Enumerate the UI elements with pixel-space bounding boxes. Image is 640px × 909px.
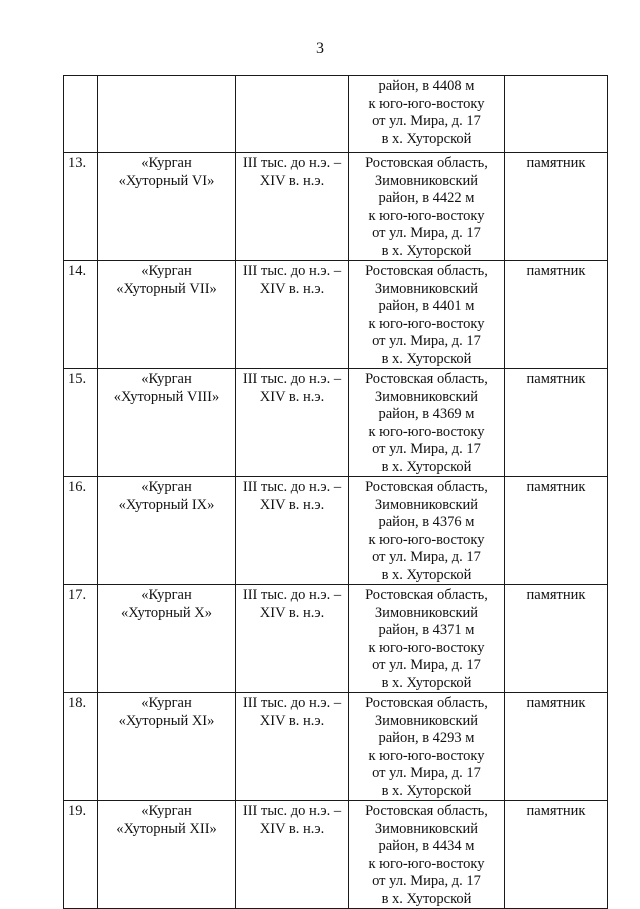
monument-name-line: «Хуторный XII»: [116, 820, 217, 837]
location-cell: [349, 369, 505, 477]
monument-name-cell: [98, 477, 236, 585]
table-row: [64, 801, 608, 909]
monument-name-cell: [98, 585, 236, 693]
monument-name-cell: [98, 76, 236, 153]
location-line: от ул. Мира, д. 17: [372, 765, 481, 781]
location-cell: [349, 76, 505, 153]
location-line: Зимовниковский: [374, 820, 479, 837]
dating-line: III тыс. до н.э. –: [242, 587, 342, 603]
location-line: район, в 4422 м: [378, 190, 475, 206]
dating-line: XIV в. н.э.: [259, 712, 325, 729]
location-line: Зимовниковский: [374, 280, 479, 297]
dating-cell: [236, 153, 349, 261]
table-row: [64, 261, 608, 369]
location-line: район, в 4401 м: [378, 298, 475, 314]
dating-line: XIV в. н.э.: [259, 496, 325, 513]
location-cell: [349, 801, 505, 909]
location-line: Ростовская область,: [365, 803, 488, 819]
monument-name-line: «Хуторный VI»: [118, 172, 215, 189]
dating-cell: [236, 76, 349, 153]
dating-cell: [236, 261, 349, 369]
location-line: Зимовниковский: [374, 388, 479, 405]
location-line: от ул. Мира, д. 17: [372, 333, 481, 349]
monument-name-line: «Курган: [141, 587, 192, 603]
category-cell: памятник: [505, 369, 608, 477]
location-cell: [349, 585, 505, 693]
location-line: от ул. Мира, д. 17: [372, 657, 481, 673]
location-line: в х. Хуторской: [381, 890, 472, 907]
dating-line: XIV в. н.э.: [259, 280, 325, 297]
location-line: к юго-юго-востоку: [368, 423, 485, 440]
row-number-cell: 16.: [64, 477, 98, 585]
location-line: к юго-юго-востоку: [368, 747, 485, 764]
location-line: Зимовниковский: [374, 604, 479, 621]
location-line: Ростовская область,: [365, 263, 488, 279]
row-number-cell: 17.: [64, 585, 98, 693]
location-cell: [349, 261, 505, 369]
location-line: к юго-юго-востоку: [368, 315, 485, 332]
table-row: [64, 153, 608, 261]
dating-line: XIV в. н.э.: [259, 820, 325, 837]
row-number-cell: 14.: [64, 261, 98, 369]
row-number-cell: 19.: [64, 801, 98, 909]
location-line: к юго-юго-востоку: [368, 855, 485, 872]
dating-cell: [236, 801, 349, 909]
dating-line: XIV в. н.э.: [259, 604, 325, 621]
location-line: район, в 4408 м: [378, 78, 475, 94]
location-cell: [349, 693, 505, 801]
monument-name-line: «Курган: [141, 155, 192, 171]
monument-name-cell: [98, 261, 236, 369]
location-line: в х. Хуторской: [381, 566, 472, 583]
table-row: [64, 369, 608, 477]
dating-line: III тыс. до н.э. –: [242, 155, 342, 171]
location-line: Ростовская область,: [365, 155, 488, 171]
location-line: Ростовская область,: [365, 479, 488, 495]
location-line: район, в 4434 м: [378, 838, 475, 854]
category-cell: памятник: [505, 261, 608, 369]
location-cell: [349, 153, 505, 261]
category-cell: памятник: [505, 477, 608, 585]
table-row-continuation: [64, 76, 608, 153]
location-line: в х. Хуторской: [381, 242, 472, 259]
category-cell: памятник: [505, 585, 608, 693]
monuments-table: [63, 75, 608, 909]
monument-name-cell: [98, 369, 236, 477]
dating-cell: [236, 477, 349, 585]
monument-name-line: «Хуторный VIII»: [113, 388, 220, 405]
location-line: к юго-юго-востоку: [368, 207, 485, 224]
row-number-cell: [64, 76, 98, 153]
location-line: в х. Хуторской: [381, 130, 472, 147]
monument-name-line: «Хуторный IX»: [118, 496, 215, 513]
location-line: Ростовская область,: [365, 695, 488, 711]
dating-line: III тыс. до н.э. –: [242, 803, 342, 819]
category-cell: памятник: [505, 801, 608, 909]
category-cell: памятник: [505, 693, 608, 801]
dating-line: XIV в. н.э.: [259, 172, 325, 189]
monument-name-line: «Курган: [141, 371, 192, 387]
category-cell: памятник: [505, 153, 608, 261]
dating-cell: [236, 693, 349, 801]
monument-name-line: «Курган: [141, 803, 192, 819]
monument-name-line: «Курган: [141, 479, 192, 495]
table-row: [64, 477, 608, 585]
table-row: [64, 693, 608, 801]
monument-name-line: «Хуторный XI»: [118, 712, 215, 729]
location-line: в х. Хуторской: [381, 782, 472, 799]
monument-name-line: «Курган: [141, 263, 192, 279]
dating-cell: [236, 369, 349, 477]
monument-name-cell: [98, 153, 236, 261]
location-line: Зимовниковский: [374, 496, 479, 513]
location-line: в х. Хуторской: [381, 458, 472, 475]
location-line: Ростовская область,: [365, 371, 488, 387]
location-line: район, в 4293 м: [378, 730, 475, 746]
location-line: от ул. Мира, д. 17: [372, 225, 481, 241]
location-cell: [349, 477, 505, 585]
location-line: в х. Хуторской: [381, 350, 472, 367]
dating-line: III тыс. до н.э. –: [242, 371, 342, 387]
location-line: от ул. Мира, д. 17: [372, 113, 481, 129]
monuments-table-body: [64, 76, 608, 909]
monument-name-cell: [98, 801, 236, 909]
location-line: от ул. Мира, д. 17: [372, 549, 481, 565]
location-line: Зимовниковский: [374, 172, 479, 189]
dating-line: III тыс. до н.э. –: [242, 695, 342, 711]
monument-name-line: «Хуторный VII»: [116, 280, 217, 297]
category-cell: [505, 76, 608, 153]
location-line: к юго-юго-востоку: [368, 531, 485, 548]
location-line: район, в 4376 м: [378, 514, 475, 530]
location-line: Зимовниковский: [374, 712, 479, 729]
dating-line: III тыс. до н.э. –: [242, 479, 342, 495]
row-number-cell: 18.: [64, 693, 98, 801]
dating-cell: [236, 585, 349, 693]
location-line: от ул. Мира, д. 17: [372, 873, 481, 889]
table-row: [64, 585, 608, 693]
location-line: к юго-юго-востоку: [368, 639, 485, 656]
location-line: район, в 4371 м: [378, 622, 475, 638]
location-line: к юго-юго-востоку: [368, 95, 485, 112]
location-line: Ростовская область,: [365, 587, 488, 603]
location-line: в х. Хуторской: [381, 674, 472, 691]
location-line: от ул. Мира, д. 17: [372, 441, 481, 457]
row-number-cell: 13.: [64, 153, 98, 261]
page-number: 3: [316, 40, 324, 57]
monument-name-cell: [98, 693, 236, 801]
dating-line: III тыс. до н.э. –: [242, 263, 342, 279]
location-line: район, в 4369 м: [378, 406, 475, 422]
monument-name-line: «Хуторный X»: [121, 604, 212, 621]
dating-line: XIV в. н.э.: [259, 388, 325, 405]
row-number-cell: 15.: [64, 369, 98, 477]
monument-name-line: «Курган: [141, 695, 192, 711]
